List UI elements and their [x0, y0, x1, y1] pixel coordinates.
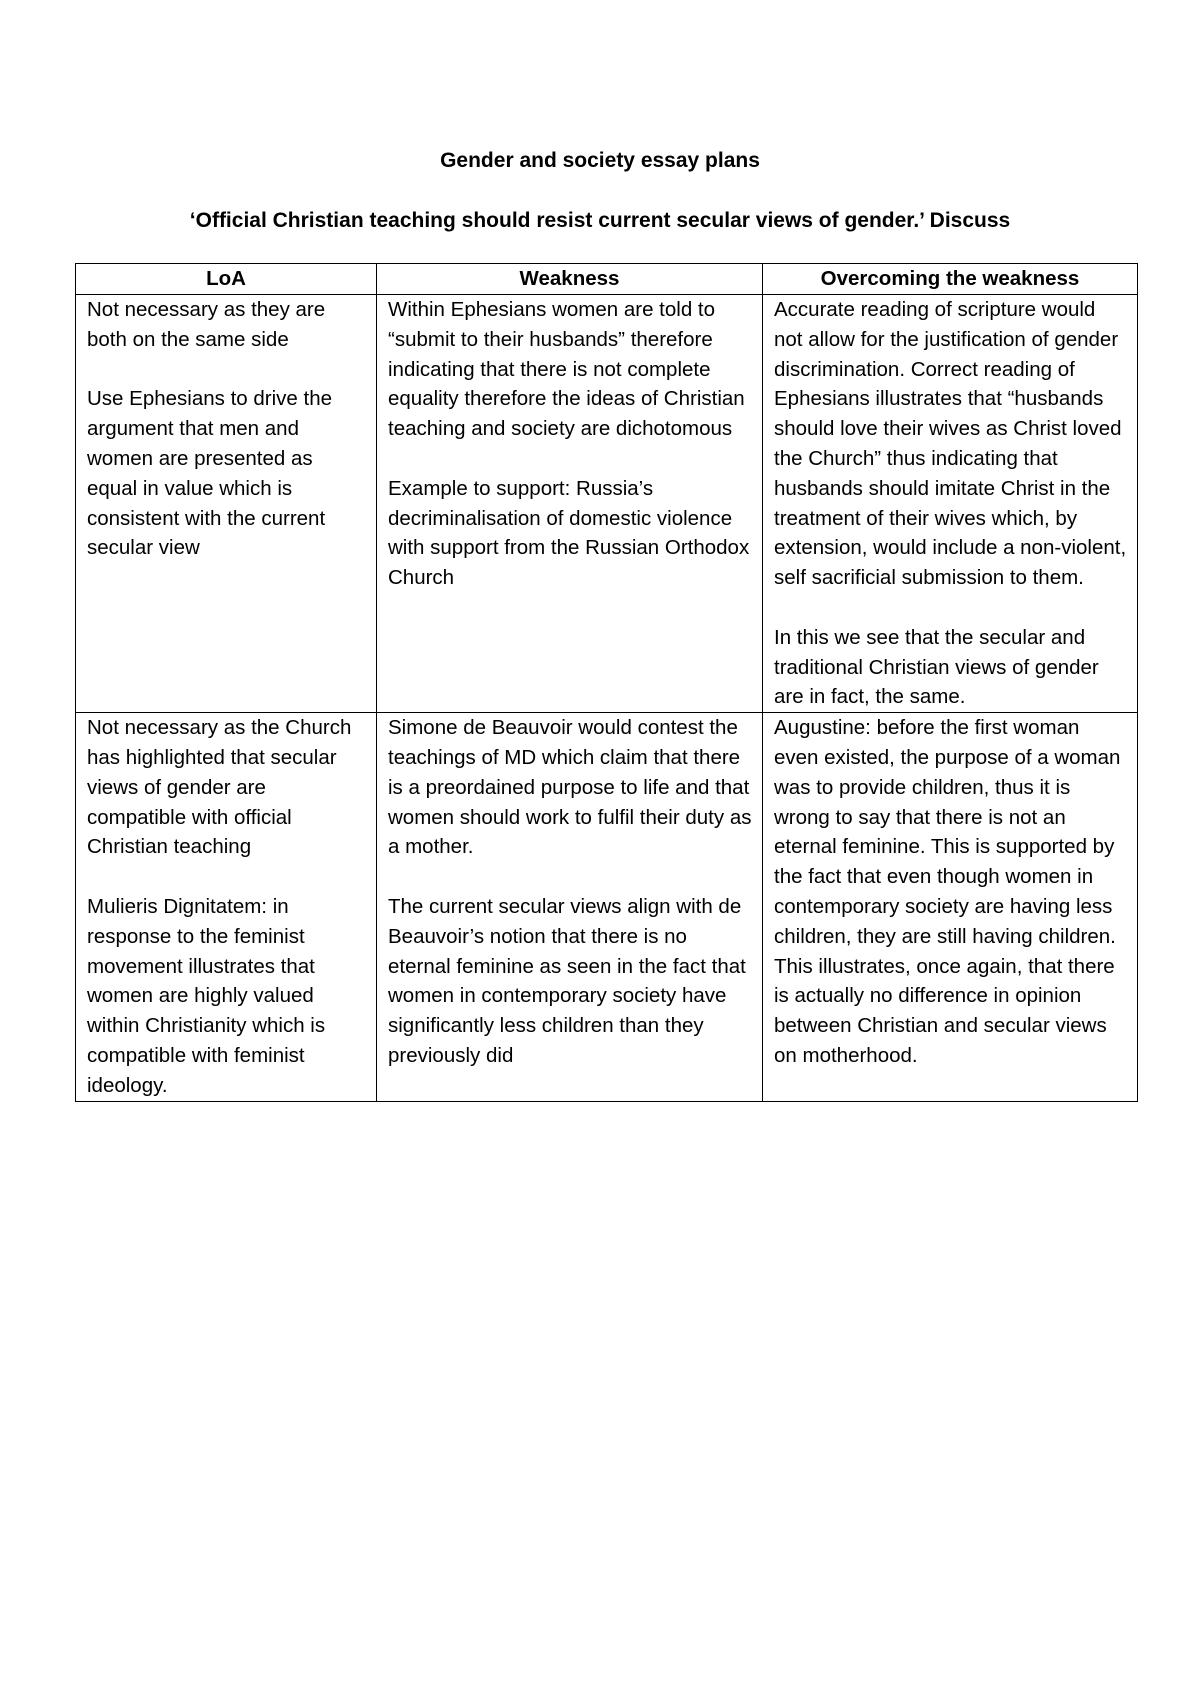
weakness-cell [377, 713, 763, 1101]
cell-paragraph: Accurate reading of scripture would not allow for the justification of gender discrimination. Correct reading of Ephesians illustrates that “husbands should love their wives as Christ loved the Church” thus indicating that husbands should imitate Christ in the treatment of their wives which, by extension, would include a non-violent, self sacrificial submission to them. [774, 298, 1127, 590]
cell-paragraph: Within Ephesians women are told to “submit to their husbands” therefore indicating that there is not complete equality therefore the ideas of Christian teaching and society are dichotomous [388, 298, 745, 441]
table-row [76, 713, 1138, 1101]
column-header-overcoming: Overcoming the weakness [763, 264, 1138, 295]
overcoming-cell [763, 713, 1138, 1101]
cell-paragraph: Mulieris Dignitatem: in response to the feminist movement illustrates that women are highly valued within Christianity which is compatible with feminist ideology. [87, 894, 326, 1097]
cell-paragraph: The current secular views align with de Beauvoir’s notion that there is no eternal feminine as seen in the fact that women in contemporary society have significantly less children than they previously did [388, 894, 746, 1067]
column-header-loa: LoA [76, 264, 377, 295]
cell-paragraph: Example to support: Russia’s decriminalisation of domestic violence with support from the Russian Orthodox Church [388, 476, 750, 590]
table-header-row [76, 264, 1138, 295]
cell-paragraph: Augustine: before the first woman even existed, the purpose of a woman was to provide children, thus it is wrong to say that there is not an eternal feminine. This is supported by the fact that even though women in contemporary society are having less children, they are still having children. This illustrates, once again, that there is actually no difference in opinion between Christian and secular views on motherhood. [774, 716, 1121, 1067]
loa-cell [76, 295, 377, 713]
page-title: Gender and society essay plans [440, 149, 760, 172]
cell-paragraph: In this we see that the secular and traditional Christian views of gender are in fact, the same. [774, 625, 1099, 709]
loa-cell [76, 713, 377, 1101]
table-row [76, 295, 1138, 713]
column-header-weakness: Weakness [377, 264, 763, 295]
essay-question: ‘Official Christian teaching should resist current secular views of gender.’ Discuss [189, 209, 1011, 232]
essay-plan-table [75, 263, 1138, 1102]
cell-paragraph: Use Ephesians to drive the argument that men and women are presented as equal in value which is consistent with the current secular view [87, 387, 332, 560]
cell-paragraph: Not necessary as they are both on the same side [87, 298, 326, 351]
overcoming-cell [763, 295, 1138, 713]
weakness-cell [377, 295, 763, 713]
cell-paragraph: Not necessary as the Church has highlighted that secular views of gender are compatible with official Christian teaching [87, 716, 352, 859]
cell-paragraph: Simone de Beauvoir would contest the teachings of MD which claim that there is a preordained purpose to life and that women should work to fulfil their duty as a mother. [388, 716, 752, 859]
